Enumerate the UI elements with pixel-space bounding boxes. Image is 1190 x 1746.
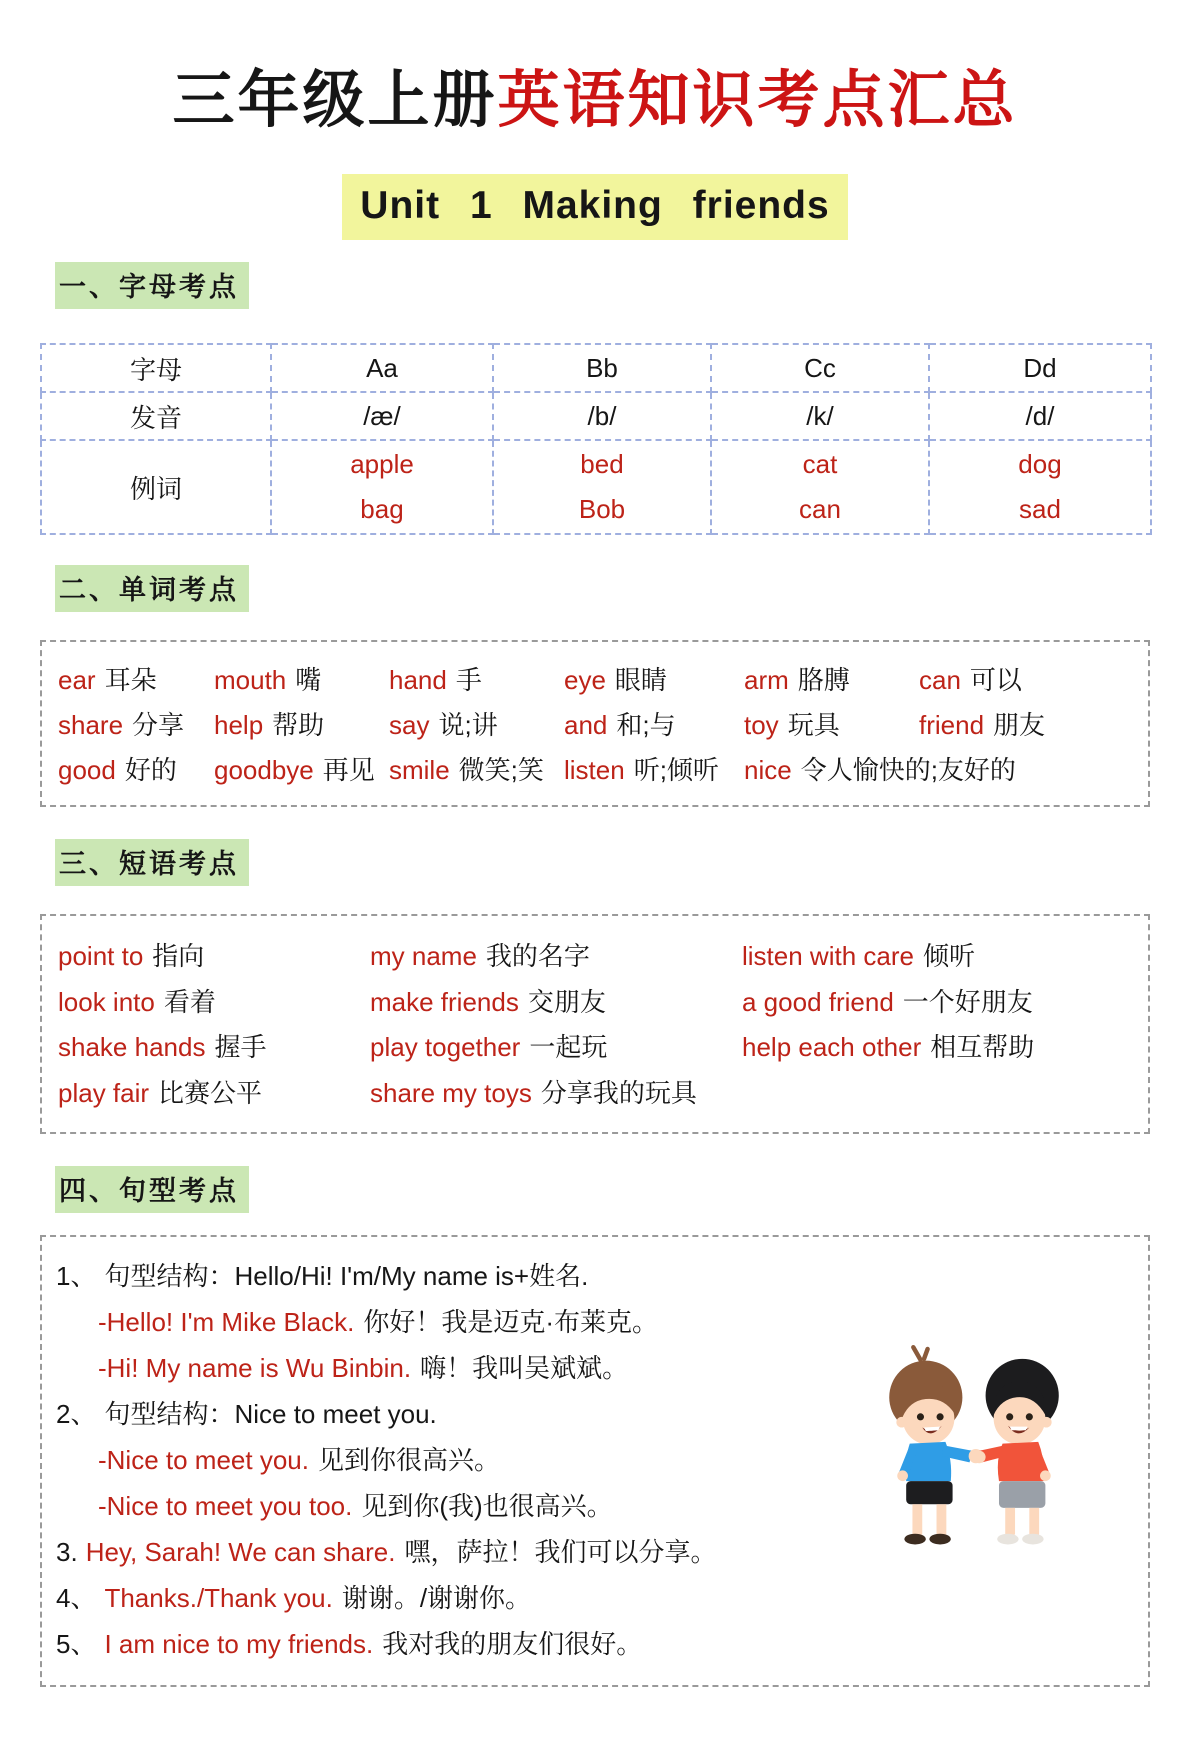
- phrase-item: play together 一起玩: [370, 1032, 608, 1063]
- example-word: cat: [802, 448, 838, 479]
- page-title: [0, 64, 1190, 138]
- example-word: sad: [1019, 494, 1061, 525]
- pattern-number: 1、: [56, 1261, 97, 1292]
- pattern-zh: 你好！我是迈克·布莱克。: [363, 1307, 659, 1338]
- pattern-zh: 嗨！我叫吴斌斌。: [420, 1353, 629, 1384]
- sound-cell: /æ/: [271, 392, 493, 440]
- table-row-examples: [41, 440, 1151, 534]
- phrase-item: play fair 比赛公平: [58, 1077, 263, 1108]
- pattern-en: -Hi! My name is Wu Binbin.: [98, 1353, 412, 1384]
- word-row: [58, 703, 1132, 748]
- page-title-red: 英语知识考点汇总: [497, 66, 1018, 135]
- phrase-row: [58, 934, 1132, 980]
- pattern-en: -Nice to meet you.: [98, 1445, 309, 1476]
- row-label-letter: 字母: [41, 344, 271, 392]
- phrase-item: a good friend 一个好朋友: [742, 986, 1033, 1017]
- letter-cell: Dd: [929, 344, 1151, 392]
- pattern-structure: 句型结构：Nice to meet you.: [104, 1399, 437, 1430]
- letter-cell: Bb: [493, 344, 711, 392]
- table-row-sounds: [41, 392, 1151, 440]
- pattern-en: I am nice to my friends.: [104, 1629, 374, 1660]
- phrase-row: [58, 1025, 1132, 1071]
- example-word: can: [799, 494, 841, 525]
- patterns-box: [40, 1235, 1150, 1687]
- pattern-en: Thanks./Thank you.: [104, 1583, 333, 1614]
- section-heading-patterns: 四、句型考点: [55, 1166, 249, 1213]
- example-cell: [711, 440, 929, 534]
- pattern-line: [56, 1621, 1134, 1667]
- sound-cell: /d/: [929, 392, 1151, 440]
- example-word: bed: [580, 448, 624, 479]
- example-word: apple: [350, 448, 414, 479]
- letter-cell: Cc: [711, 344, 929, 392]
- row-label-example: 例词: [41, 440, 271, 534]
- pattern-line: [56, 1575, 1134, 1621]
- phrases-box: [40, 914, 1150, 1134]
- word-item: and 和;与: [564, 710, 676, 741]
- pattern-en: -Hello! I'm Mike Black.: [98, 1307, 355, 1338]
- phrase-item: help each other 相互帮助: [742, 1032, 1035, 1063]
- sound-cell: /b/: [493, 392, 711, 440]
- example-cell: [493, 440, 711, 534]
- pattern-line: [56, 1253, 1134, 1299]
- letter-cell: Aa: [271, 344, 493, 392]
- word-item: goodbye 再见: [214, 755, 375, 786]
- phrase-item: point to 指向: [58, 941, 205, 972]
- pattern-zh: 见到你很高兴。: [317, 1445, 500, 1476]
- word-item: arm 胳膊: [744, 665, 850, 696]
- pattern-zh: 我对我的朋友们很好。: [382, 1629, 643, 1660]
- sound-cell: /k/: [711, 392, 929, 440]
- pattern-number: 3.: [56, 1537, 78, 1568]
- word-item: ear 耳朵: [58, 665, 157, 696]
- word-item: share 分享: [58, 710, 185, 741]
- unit-title: Unit 1 Making friends: [342, 174, 847, 240]
- section-heading-words: 二、单词考点: [55, 565, 249, 612]
- pattern-zh: 见到你(我)也很高兴。: [361, 1491, 613, 1522]
- word-item: mouth 嘴: [214, 665, 322, 696]
- example-word: Bob: [578, 494, 626, 525]
- word-item: say 说;讲: [389, 710, 498, 741]
- word-item: hand 手: [389, 665, 482, 696]
- example-word: bag: [360, 494, 404, 525]
- example-cell: [929, 440, 1151, 534]
- word-item: smile 微笑;笑: [389, 755, 544, 786]
- section-heading-phrases: 三、短语考点: [55, 839, 249, 886]
- words-box: [40, 640, 1150, 807]
- phrase-row: [58, 980, 1132, 1026]
- pattern-line: [56, 1299, 1134, 1345]
- phrase-row: [58, 1071, 1132, 1117]
- phrase-item: my name 我的名字: [370, 941, 590, 972]
- two-boys-greeting-illustration: [858, 1341, 1090, 1573]
- word-row: [58, 748, 1132, 793]
- pattern-en: Hey, Sarah! We can share.: [85, 1537, 396, 1568]
- phrase-item: listen with care 倾听: [742, 941, 975, 972]
- word-item: listen 听;倾听: [564, 755, 719, 786]
- example-cell: [271, 440, 493, 534]
- table-row-letters: [41, 344, 1151, 392]
- pattern-number: 4、: [56, 1583, 97, 1614]
- phrase-item: shake hands 握手: [58, 1032, 267, 1063]
- phrase-item: look into 看着: [58, 986, 216, 1017]
- phrase-item: share my toys 分享我的玩具: [370, 1077, 697, 1108]
- word-item: can 可以: [919, 665, 1022, 696]
- word-item: toy 玩具: [744, 710, 840, 741]
- phrase-item: make friends 交朋友: [370, 986, 606, 1017]
- section-heading-letters: 一、字母考点: [55, 262, 249, 309]
- word-item: good 好的: [58, 755, 177, 786]
- pattern-structure: 句型结构：Hello/Hi! I'm/My name is+姓名.: [104, 1261, 589, 1292]
- word-row: [58, 658, 1132, 703]
- example-word: dog: [1018, 448, 1062, 479]
- word-item: help 帮助: [214, 710, 325, 741]
- page-title-black: 三年级上册: [172, 66, 498, 135]
- row-label-sound: 发音: [41, 392, 271, 440]
- letters-table: [40, 343, 1152, 535]
- word-item: eye 眼睛: [564, 665, 667, 696]
- pattern-number: 2、: [56, 1399, 97, 1430]
- word-item: nice 令人愉快的;友好的: [744, 755, 1016, 786]
- word-item: friend 朋友: [919, 710, 1046, 741]
- pattern-number: 5、: [56, 1629, 97, 1660]
- pattern-zh: 谢谢。/谢谢你。: [341, 1583, 532, 1614]
- pattern-en: -Nice to meet you too.: [98, 1491, 353, 1522]
- pattern-zh: 嘿，萨拉！我们可以分享。: [404, 1537, 717, 1568]
